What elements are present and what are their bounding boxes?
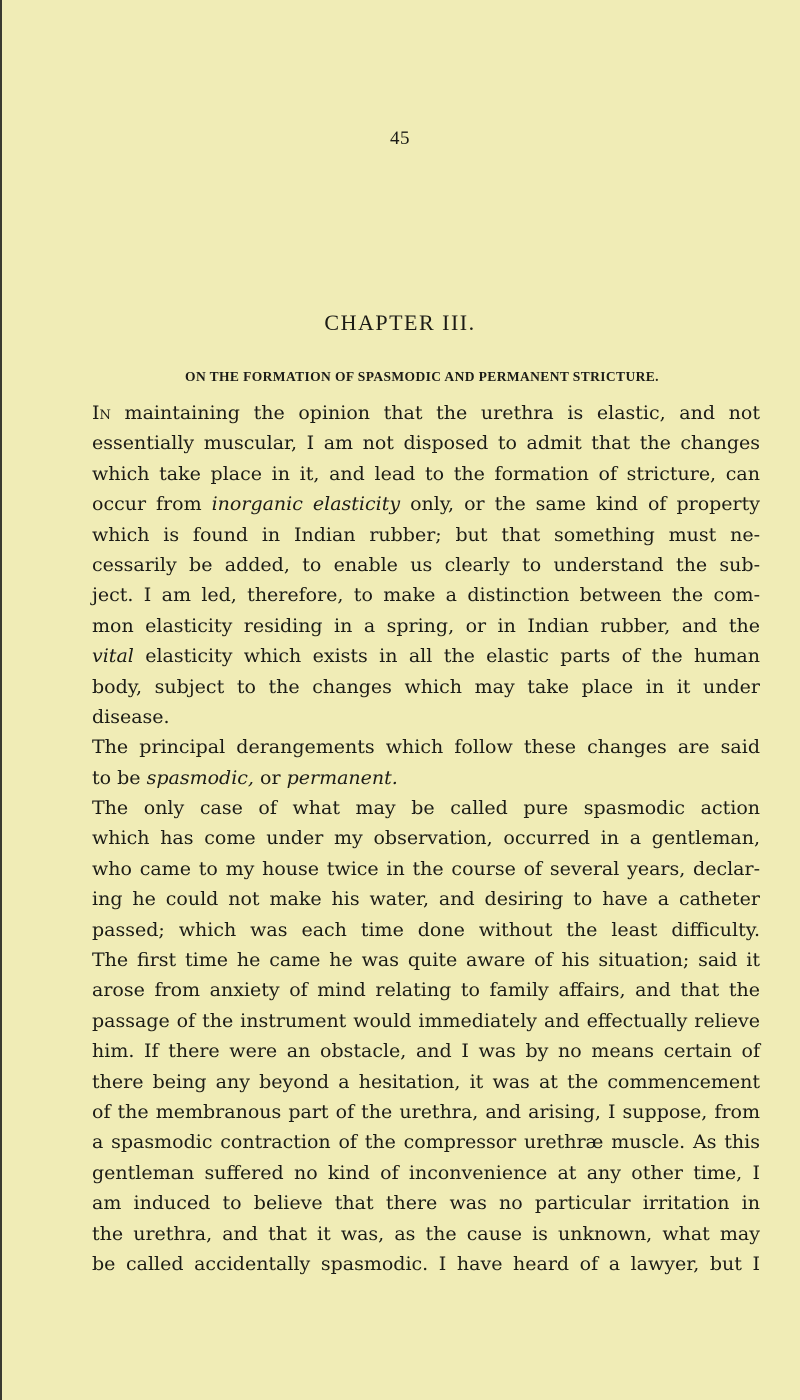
text-line: which has come under my observation, occurred in a gentleman, bbox=[92, 827, 760, 850]
text-line: mon elasticity residing in a spring, or in Indian rubber, and the bbox=[92, 614, 760, 637]
text-line: The only case of what may be called pure spasmodic action bbox=[92, 797, 760, 820]
text-line: vital elasticity which exists in all the elastic parts of the human bbox=[92, 645, 760, 668]
chapter-subtitle: ON THE FORMATION OF SPASMODIC AND PERMANENT STRICTURE. bbox=[185, 369, 659, 384]
page-number: 45 bbox=[390, 128, 410, 149]
text-line: occur from inorganic elasticity only, or the same kind of property bbox=[92, 493, 760, 516]
chapter-body bbox=[92, 398, 760, 1279]
text-line: of the membranous part of the urethra, and arising, I suppose, from bbox=[92, 1100, 760, 1123]
page-edge bbox=[0, 0, 2, 1400]
text-line: him. If there were an obstacle, and I was by no means certain of bbox=[92, 1040, 760, 1063]
text-line: be called accidentally spasmodic. I have heard of a lawyer, but I bbox=[92, 1252, 760, 1275]
text-line: In maintaining the opinion that the urethra is elastic, and not bbox=[92, 402, 760, 424]
text-line: disease. bbox=[92, 705, 170, 728]
text-line: ing he could not make his water, and desiring to have a catheter bbox=[92, 888, 760, 911]
text-line: passage of the instrument would immediately and effectually relieve bbox=[92, 1009, 760, 1032]
text-line: which is found in Indian rubber; but that something must ne- bbox=[92, 523, 760, 546]
text-line: who came to my house twice in the course of several years, declar- bbox=[92, 857, 760, 880]
text-line: The first time he came he was quite aware of his situation; said it bbox=[92, 949, 760, 972]
italic-term: spasmodic, bbox=[146, 766, 254, 789]
text-line: which take place in it, and lead to the formation of stricture, can bbox=[92, 462, 760, 485]
text-line: gentleman suffered no kind of inconvenience at any other time, I bbox=[92, 1161, 760, 1184]
text-line: ject. I am led, therefore, to make a distinction between the com- bbox=[92, 584, 760, 607]
text-line: arose from anxiety of mind relating to family affairs, and that the bbox=[92, 979, 760, 1002]
drop-word: In bbox=[92, 402, 111, 424]
text-line: essentially muscular, I am not disposed to admit that the changes bbox=[92, 432, 760, 455]
italic-term: inorganic elasticity bbox=[211, 493, 401, 516]
italic-term: vital bbox=[92, 645, 134, 668]
text-line: there being any beyond a hesitation, it was at the commencement bbox=[92, 1070, 760, 1093]
text-line: body, subject to the changes which may take place in it under bbox=[92, 675, 760, 698]
text-line: cessarily be added, to enable us clearly to understand the sub- bbox=[92, 553, 760, 576]
text-line: the urethra, and that it was, as the cause is unknown, what may bbox=[92, 1222, 760, 1245]
text-line: The principal derangements which follow these changes are said bbox=[92, 736, 760, 759]
text-line: to be spasmodic, or permanent. bbox=[92, 766, 398, 789]
text-line: passed; which was each time done without the least difficulty. bbox=[92, 918, 760, 941]
text-line: a spasmodic contraction of the compressor urethræ muscle. As this bbox=[92, 1131, 760, 1154]
chapter-title: CHAPTER III. bbox=[324, 310, 476, 335]
italic-term: permanent. bbox=[286, 766, 398, 789]
text-line: am induced to believe that there was no particular irritation in bbox=[92, 1192, 760, 1215]
